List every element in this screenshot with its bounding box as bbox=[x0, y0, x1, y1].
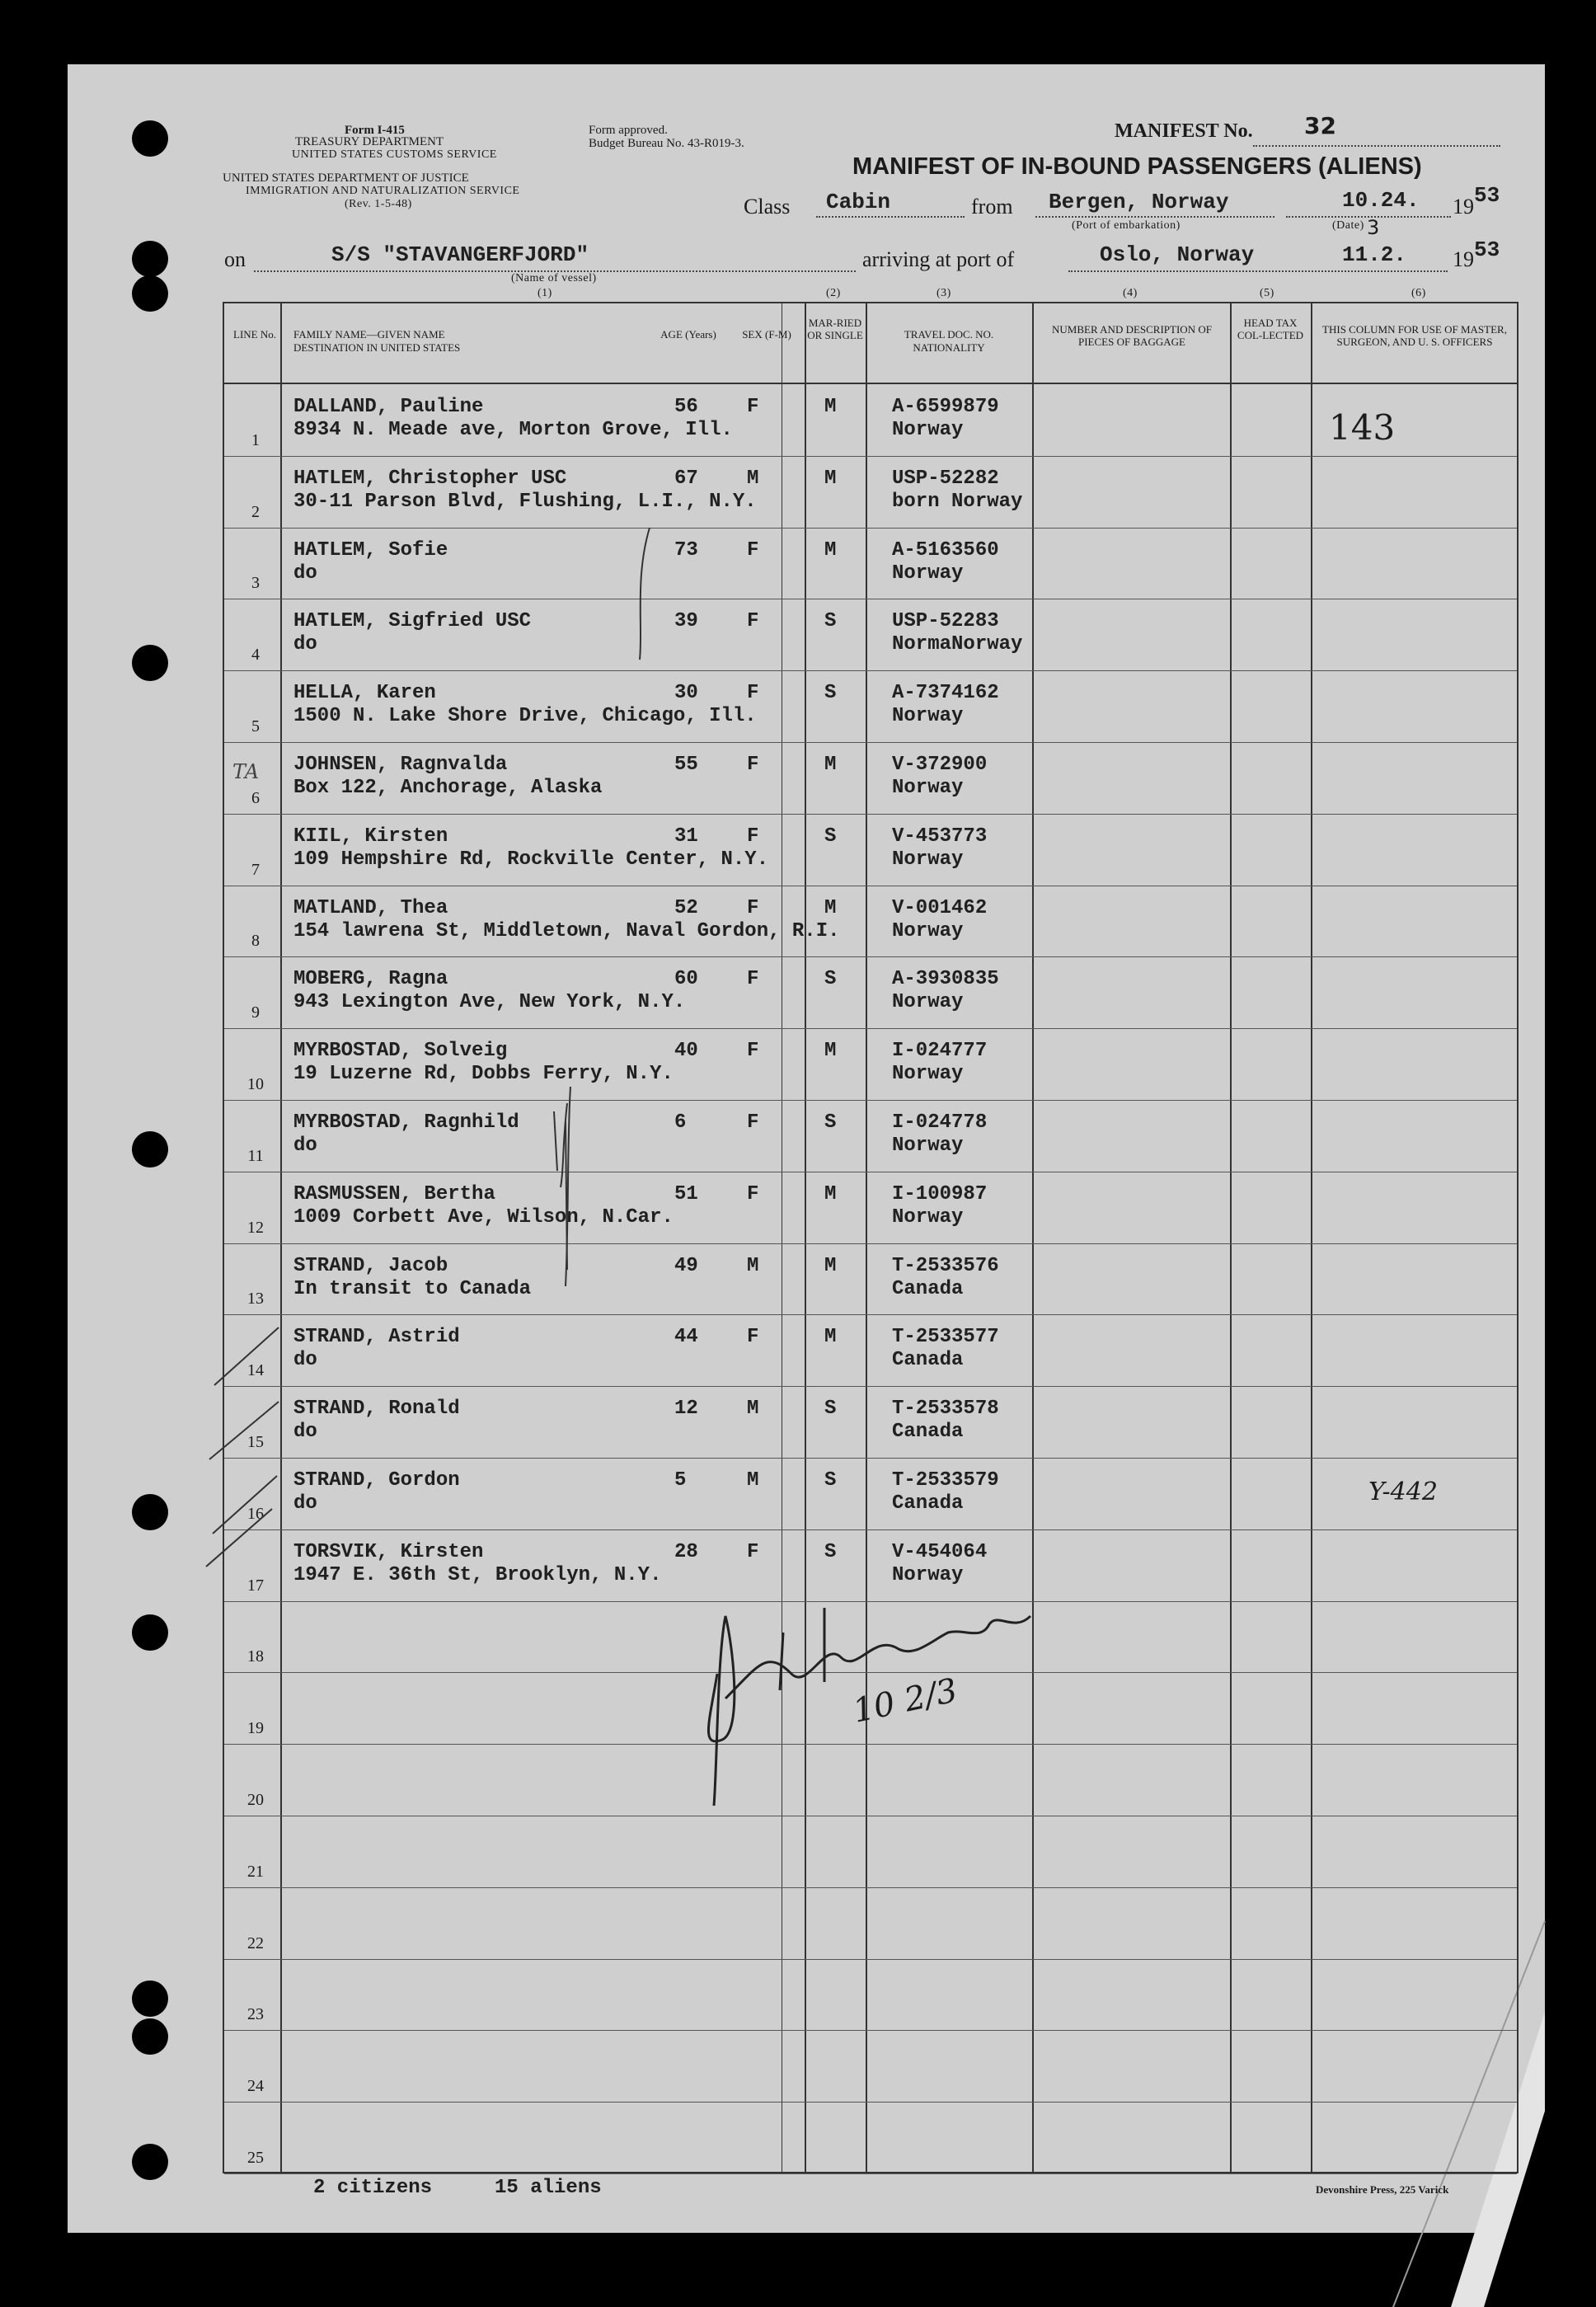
passenger-age: 28 bbox=[674, 1540, 698, 1563]
header-officers: THIS COLUMN FOR USE OF MASTER, SURGEON, AND U. S. OFFICERS bbox=[1322, 323, 1507, 348]
passenger-sex: F bbox=[747, 825, 759, 848]
passenger-marital-status: S bbox=[824, 1398, 837, 1421]
passenger-destination: do bbox=[293, 1349, 317, 1372]
passenger-travel-doc: A-5163560 bbox=[892, 538, 999, 561]
passenger-destination: 1009 Corbett Ave, Wilson, N.Car. bbox=[293, 1205, 674, 1229]
passenger-marital-status: M bbox=[824, 754, 837, 776]
line-number: 2 bbox=[251, 502, 260, 521]
passenger-name: MYRBOSTAD, Ragnhild bbox=[293, 1111, 519, 1134]
line-number: 23 bbox=[247, 2005, 264, 2024]
header-head-tax: HEAD TAX COL-LECTED bbox=[1237, 317, 1304, 341]
passenger-sex: M bbox=[747, 467, 759, 490]
passenger-nationality: Norway bbox=[892, 1563, 964, 1586]
from-label: from bbox=[971, 195, 1013, 218]
line-number: 10 bbox=[247, 1075, 264, 1093]
col-num-1: (1) bbox=[537, 287, 552, 299]
passenger-nationality: Norway bbox=[892, 991, 964, 1014]
officer-note-row1: 143 bbox=[1329, 407, 1396, 448]
vessel-caption: (Name of vessel) bbox=[511, 272, 597, 284]
port-embarkation-caption: (Port of embarkation) bbox=[1072, 219, 1181, 232]
passenger-name: DALLAND, Pauline bbox=[293, 396, 484, 418]
line-number: 19 bbox=[247, 1719, 264, 1738]
col-num-3: (3) bbox=[936, 287, 951, 299]
passenger-name: STRAND, Astrid bbox=[293, 1326, 460, 1349]
col-num-4: (4) bbox=[1123, 287, 1138, 299]
line-number: 6 bbox=[251, 788, 260, 807]
passenger-sex: F bbox=[747, 1182, 759, 1205]
passenger-name: STRAND, Gordon bbox=[293, 1469, 460, 1492]
header-travel-doc: TRAVEL DOC. NO. bbox=[904, 328, 994, 341]
passenger-sex: F bbox=[747, 538, 759, 561]
arrival-date: 11.2. bbox=[1342, 242, 1407, 267]
form-approved: Form approved. bbox=[589, 124, 668, 137]
col-num-2: (2) bbox=[826, 287, 841, 299]
passenger-sex: F bbox=[747, 1540, 759, 1563]
line-number: 4 bbox=[251, 646, 260, 665]
signature-note: 10 2/3 bbox=[849, 1671, 961, 1731]
passenger-nationality: Norway bbox=[892, 848, 964, 871]
passenger-sex: M bbox=[747, 1254, 759, 1277]
passenger-sex: F bbox=[747, 754, 759, 776]
header-family-name: FAMILY NAME—GIVEN NAME bbox=[293, 328, 445, 341]
passenger-marital-status: S bbox=[824, 682, 837, 705]
line-number: 3 bbox=[251, 574, 260, 593]
passenger-nationality: Canada bbox=[892, 1349, 964, 1372]
line-number: 22 bbox=[247, 1933, 264, 1952]
line-number: 9 bbox=[251, 1003, 260, 1022]
passenger-name: HATLEM, Sigfried USC bbox=[293, 610, 532, 633]
signature bbox=[708, 1608, 1030, 1806]
passenger-sex: F bbox=[747, 1111, 759, 1134]
passenger-nationality: Norway bbox=[892, 1063, 964, 1086]
passenger-marital-status: S bbox=[824, 1540, 837, 1563]
line-number: 12 bbox=[247, 1218, 264, 1237]
passenger-age: 5 bbox=[674, 1469, 687, 1492]
embarkation-year: 53 bbox=[1474, 183, 1500, 208]
line-number: 5 bbox=[251, 717, 260, 735]
arriving-label: arriving at port of bbox=[862, 247, 1015, 271]
passenger-age: 30 bbox=[674, 682, 698, 705]
passenger-marital-status: S bbox=[824, 610, 837, 633]
passenger-nationality: Norway bbox=[892, 777, 964, 799]
passenger-sex: M bbox=[747, 1398, 759, 1421]
passenger-destination: do bbox=[293, 1135, 317, 1157]
passenger-age: 52 bbox=[674, 896, 698, 919]
passenger-nationality: Norway bbox=[892, 561, 964, 585]
passenger-name: HATLEM, Christopher USC bbox=[293, 467, 567, 490]
form-number: Form I-415 bbox=[345, 124, 405, 137]
manifest-number-label: MANIFEST No. bbox=[1115, 120, 1253, 142]
passenger-travel-doc: T-2533578 bbox=[892, 1398, 999, 1421]
customs-service: UNITED STATES CUSTOMS SERVICE bbox=[292, 148, 497, 161]
passenger-destination: do bbox=[293, 1421, 317, 1444]
passenger-nationality: Norway bbox=[892, 1205, 964, 1229]
date-caption: (Date) bbox=[1332, 219, 1364, 232]
aliens-count: 15 aliens bbox=[495, 2177, 602, 2199]
passenger-age: 44 bbox=[674, 1326, 698, 1349]
line-number: 25 bbox=[247, 2149, 264, 2167]
header-line-no: LINE No. bbox=[233, 328, 276, 341]
passenger-travel-doc: I-024778 bbox=[892, 1111, 988, 1134]
passenger-travel-doc: V-454064 bbox=[892, 1540, 988, 1563]
header-destination: DESTINATION IN UNITED STATES bbox=[293, 341, 461, 354]
passenger-marital-status: M bbox=[824, 896, 837, 919]
line-number: 21 bbox=[247, 1862, 264, 1881]
line-number: 17 bbox=[247, 1576, 264, 1595]
passenger-destination: 109 Hempshire Rd, Rockville Center, N.Y. bbox=[293, 848, 769, 871]
passenger-age: 40 bbox=[674, 1040, 698, 1063]
passenger-age: 49 bbox=[674, 1254, 698, 1277]
passenger-sex: F bbox=[747, 1326, 759, 1349]
justice-department: UNITED STATES DEPARTMENT OF JUSTICE bbox=[223, 171, 469, 185]
line-number: 13 bbox=[247, 1290, 264, 1309]
passenger-travel-doc: T-2533579 bbox=[892, 1469, 999, 1492]
passenger-nationality: born Norway bbox=[892, 490, 1023, 513]
passenger-travel-doc: V-372900 bbox=[892, 754, 988, 776]
passenger-nationality: Norway bbox=[892, 705, 964, 728]
passenger-destination: do bbox=[293, 1492, 317, 1515]
arrival-port: Oslo, Norway bbox=[1100, 242, 1255, 267]
revision-date: (Rev. 1-5-48) bbox=[345, 198, 412, 210]
passenger-name: RASMUSSEN, Bertha bbox=[293, 1182, 495, 1205]
passenger-destination: do bbox=[293, 633, 317, 656]
header-nationality: NATIONALITY bbox=[913, 341, 985, 354]
passenger-destination: 1500 N. Lake Shore Drive, Chicago, Ill. bbox=[293, 705, 757, 728]
passenger-marital-status: S bbox=[824, 968, 837, 991]
passenger-name: STRAND, Jacob bbox=[293, 1254, 448, 1277]
header-age: AGE (Years) bbox=[660, 328, 716, 341]
ta-mark: TA bbox=[232, 760, 260, 783]
handwritten-date-mark: 3 bbox=[1367, 216, 1380, 239]
citizens-count: 2 citizens bbox=[313, 2177, 433, 2199]
class-value: Cabin bbox=[826, 190, 891, 214]
line-number: 7 bbox=[251, 860, 260, 879]
passenger-marital-status: S bbox=[824, 1469, 837, 1492]
year-prefix-1: 19 bbox=[1453, 195, 1474, 218]
passenger-marital-status: M bbox=[824, 538, 837, 561]
passenger-travel-doc: A-7374162 bbox=[892, 682, 999, 705]
passenger-travel-doc: V-453773 bbox=[892, 825, 988, 848]
manifest-number: 32 bbox=[1304, 112, 1336, 139]
passenger-age: 55 bbox=[674, 754, 698, 776]
passenger-age: 60 bbox=[674, 968, 698, 991]
passenger-sex: F bbox=[747, 396, 759, 418]
passenger-age: 73 bbox=[674, 538, 698, 561]
passenger-destination: 19 Luzerne Rd, Dobbs Ferry, N.Y. bbox=[293, 1063, 674, 1086]
passenger-nationality: Norway bbox=[892, 419, 964, 441]
line-number: 1 bbox=[251, 430, 260, 449]
passenger-nationality: Norway bbox=[892, 1135, 964, 1157]
passenger-destination: 154 lawrena St, Middletown, Naval Gordon, R.I. bbox=[293, 919, 840, 942]
passenger-travel-doc: USP-52282 bbox=[892, 467, 999, 490]
officer-note-row16: Y-442 bbox=[1368, 1478, 1438, 1506]
header-sex: SEX (F-M) bbox=[742, 328, 791, 341]
passenger-sex: M bbox=[747, 1469, 759, 1492]
passenger-nationality: Canada bbox=[892, 1421, 964, 1444]
passenger-destination: 30-11 Parson Blvd, Flushing, L.I., N.Y. bbox=[293, 490, 757, 513]
passenger-destination: In transit to Canada bbox=[293, 1277, 532, 1300]
passenger-age: 6 bbox=[674, 1111, 687, 1134]
passenger-nationality: Norway bbox=[892, 919, 964, 942]
line-number: 16 bbox=[247, 1504, 264, 1523]
passenger-destination: Box 122, Anchorage, Alaska bbox=[293, 777, 603, 799]
passenger-age: 51 bbox=[674, 1182, 698, 1205]
passenger-marital-status: M bbox=[824, 1182, 837, 1205]
passenger-destination: 8934 N. Meade ave, Morton Grove, Ill. bbox=[293, 419, 733, 441]
passenger-sex: F bbox=[747, 682, 759, 705]
passenger-travel-doc: USP-52283 bbox=[892, 610, 999, 633]
passenger-travel-doc: T-2533577 bbox=[892, 1326, 999, 1349]
passenger-travel-doc: A-6599879 bbox=[892, 396, 999, 418]
passenger-marital-status: M bbox=[824, 396, 837, 418]
passenger-sex: F bbox=[747, 968, 759, 991]
passenger-marital-status: M bbox=[824, 467, 837, 490]
passenger-sex: F bbox=[747, 1040, 759, 1063]
passenger-age: 39 bbox=[674, 610, 698, 633]
passenger-marital-status: S bbox=[824, 825, 837, 848]
passenger-name: STRAND, Ronald bbox=[293, 1398, 460, 1421]
passenger-name: JOHNSEN, Ragnvalda bbox=[293, 754, 508, 776]
manifest-title: MANIFEST OF IN-BOUND PASSENGERS (ALIENS) bbox=[852, 153, 1422, 180]
passenger-destination: 1947 E. 36th St, Brooklyn, N.Y. bbox=[293, 1563, 662, 1586]
passenger-nationality: NormaNorway bbox=[892, 633, 1023, 656]
passenger-marital-status: M bbox=[824, 1040, 837, 1063]
passenger-name: HATLEM, Sofie bbox=[293, 538, 448, 561]
arrival-year: 53 bbox=[1474, 237, 1500, 262]
passenger-travel-doc: V-001462 bbox=[892, 896, 988, 919]
line-number: 8 bbox=[251, 932, 260, 951]
passenger-destination: 943 Lexington Ave, New York, N.Y. bbox=[293, 991, 686, 1014]
passenger-travel-doc: T-2533576 bbox=[892, 1254, 999, 1277]
passenger-name: MYRBOSTAD, Solveig bbox=[293, 1040, 508, 1063]
budget-bureau: Budget Bureau No. 43-R019-3. bbox=[589, 137, 744, 150]
passenger-age: 67 bbox=[674, 467, 698, 490]
passenger-age: 12 bbox=[674, 1398, 698, 1421]
passenger-marital-status: M bbox=[824, 1326, 837, 1349]
col-num-6: (6) bbox=[1411, 287, 1426, 299]
passenger-nationality: Canada bbox=[892, 1277, 964, 1300]
passenger-name: HELLA, Karen bbox=[293, 682, 436, 705]
passenger-age: 31 bbox=[674, 825, 698, 848]
passenger-nationality: Canada bbox=[892, 1492, 964, 1515]
passenger-age: 56 bbox=[674, 396, 698, 418]
passenger-sex: F bbox=[747, 896, 759, 919]
year-prefix-2: 19 bbox=[1453, 247, 1474, 271]
header-married: MAR-RIED OR SINGLE bbox=[807, 317, 863, 341]
embarkation-port: Bergen, Norway bbox=[1049, 190, 1229, 214]
embarkation-date: 10.24. bbox=[1342, 188, 1420, 213]
line-number: 24 bbox=[247, 2077, 264, 2096]
treasury-department: TREASURY DEPARTMENT bbox=[295, 135, 444, 148]
passenger-name: MATLAND, Thea bbox=[293, 896, 448, 919]
passenger-destination: do bbox=[293, 561, 317, 585]
immigration-service: IMMIGRATION AND NATURALIZATION SERVICE bbox=[246, 185, 520, 197]
class-label: Class bbox=[744, 195, 791, 218]
on-label: on bbox=[224, 247, 246, 271]
line-number: 11 bbox=[247, 1146, 264, 1165]
passenger-name: TORSVIK, Kirsten bbox=[293, 1540, 484, 1563]
line-number: 15 bbox=[247, 1433, 264, 1451]
line-number: 20 bbox=[247, 1791, 264, 1809]
line-number: 18 bbox=[247, 1647, 264, 1666]
passenger-travel-doc: I-024777 bbox=[892, 1040, 988, 1063]
header-baggage: NUMBER AND DESCRIPTION OF PIECES OF BAGGAGE bbox=[1052, 323, 1212, 348]
passenger-name: MOBERG, Ragna bbox=[293, 968, 448, 991]
vessel-name: S/S "STAVANGERFJORD" bbox=[331, 242, 589, 267]
col-num-5: (5) bbox=[1260, 287, 1274, 299]
passenger-name: KIIL, Kirsten bbox=[293, 825, 448, 848]
printer-credit: Devonshire Press, 225 Varick bbox=[1316, 2183, 1449, 2196]
passenger-marital-status: S bbox=[824, 1111, 837, 1134]
passenger-travel-doc: A-3930835 bbox=[892, 968, 999, 991]
line-number: 14 bbox=[247, 1361, 264, 1380]
passenger-sex: F bbox=[747, 610, 759, 633]
passenger-travel-doc: I-100987 bbox=[892, 1182, 988, 1205]
passenger-marital-status: M bbox=[824, 1254, 837, 1277]
